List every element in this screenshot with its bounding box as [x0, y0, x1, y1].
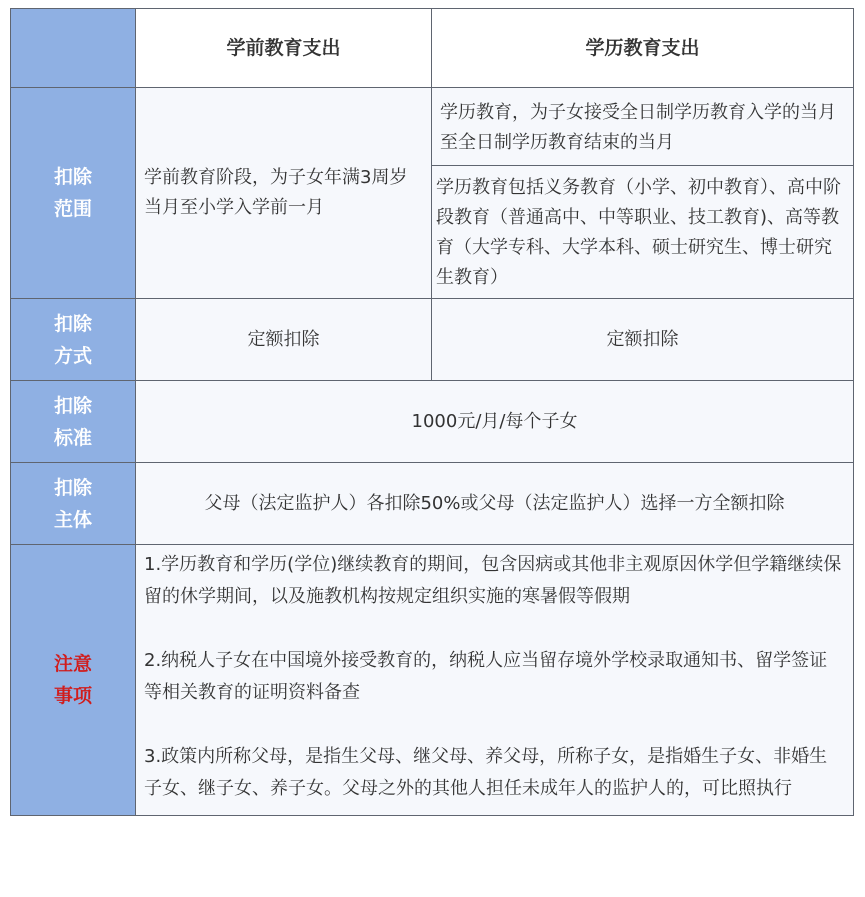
- notes-content-cell: [136, 545, 854, 816]
- range-degree-period-cell: 学历教育，为子女接受全日制学历教育入学的当月至全日制学历教育结束的当月: [432, 88, 854, 166]
- range-label-cell: [11, 88, 136, 299]
- method-degree-cell: 定额扣除: [432, 299, 854, 381]
- range-degree-scope-cell: 学历教育包括义务教育（小学、初中教育）、高中阶段教育（普通高中、中等职业、技工教育)、高等教育（大学专科、大学本科、硕士研究生、博士研究生教育）: [432, 166, 854, 299]
- subject-value-cell: 父母（法定监护人）各扣除50%或父母（法定监护人）选择一方全额扣除: [136, 463, 854, 545]
- method-preschool-cell: 定额扣除: [136, 299, 432, 381]
- standard-label: 扣除标准: [53, 394, 92, 449]
- subject-label-cell: [11, 463, 136, 545]
- range-label: 扣除范围: [53, 166, 92, 220]
- header-preschool: 学前教育支出: [136, 9, 432, 88]
- header-degree: 学历教育支出: [432, 9, 854, 88]
- range-row: [11, 88, 854, 166]
- method-row: [11, 299, 854, 381]
- notes-label: 注意事项: [53, 653, 92, 707]
- subject-row: [11, 463, 854, 545]
- range-preschool-cell: 学前教育阶段，为子女年满3周岁当月至小学入学前一月: [136, 88, 432, 299]
- method-label: 扣除方式: [53, 312, 92, 367]
- notes-row: [11, 545, 854, 816]
- standard-label-cell: [11, 381, 136, 463]
- standard-row: [11, 381, 854, 463]
- header-row: [11, 9, 854, 88]
- method-label-cell: [11, 299, 136, 381]
- subject-label: 扣除主体: [53, 476, 92, 531]
- note-item: 1.学历教育和学历(学位)继续教育的期间，包含因病或其他非主观原因休学但学籍继续保留的休学期间，以及施教机构按规定组织实施的寒暑假等假期: [144, 554, 842, 607]
- notes-label-cell: [11, 545, 136, 816]
- note-item: 2.纳税人子女在中国境外接受教育的，纳税人应当留存境外学校录取通知书、留学签证等相关教育的证明资料备查: [144, 650, 828, 703]
- note-item: 3.政策内所称父母，是指生父母、继父母、养父母，所称子女，是指婚生子女、非婚生子女、继子女、养子女。父母之外的其他人担任未成年人的监护人的，可比照执行: [144, 746, 828, 799]
- education-deduction-table: [10, 8, 854, 816]
- header-corner-cell: [11, 9, 136, 88]
- standard-value-cell: 1000元/月/每个子女: [136, 381, 854, 463]
